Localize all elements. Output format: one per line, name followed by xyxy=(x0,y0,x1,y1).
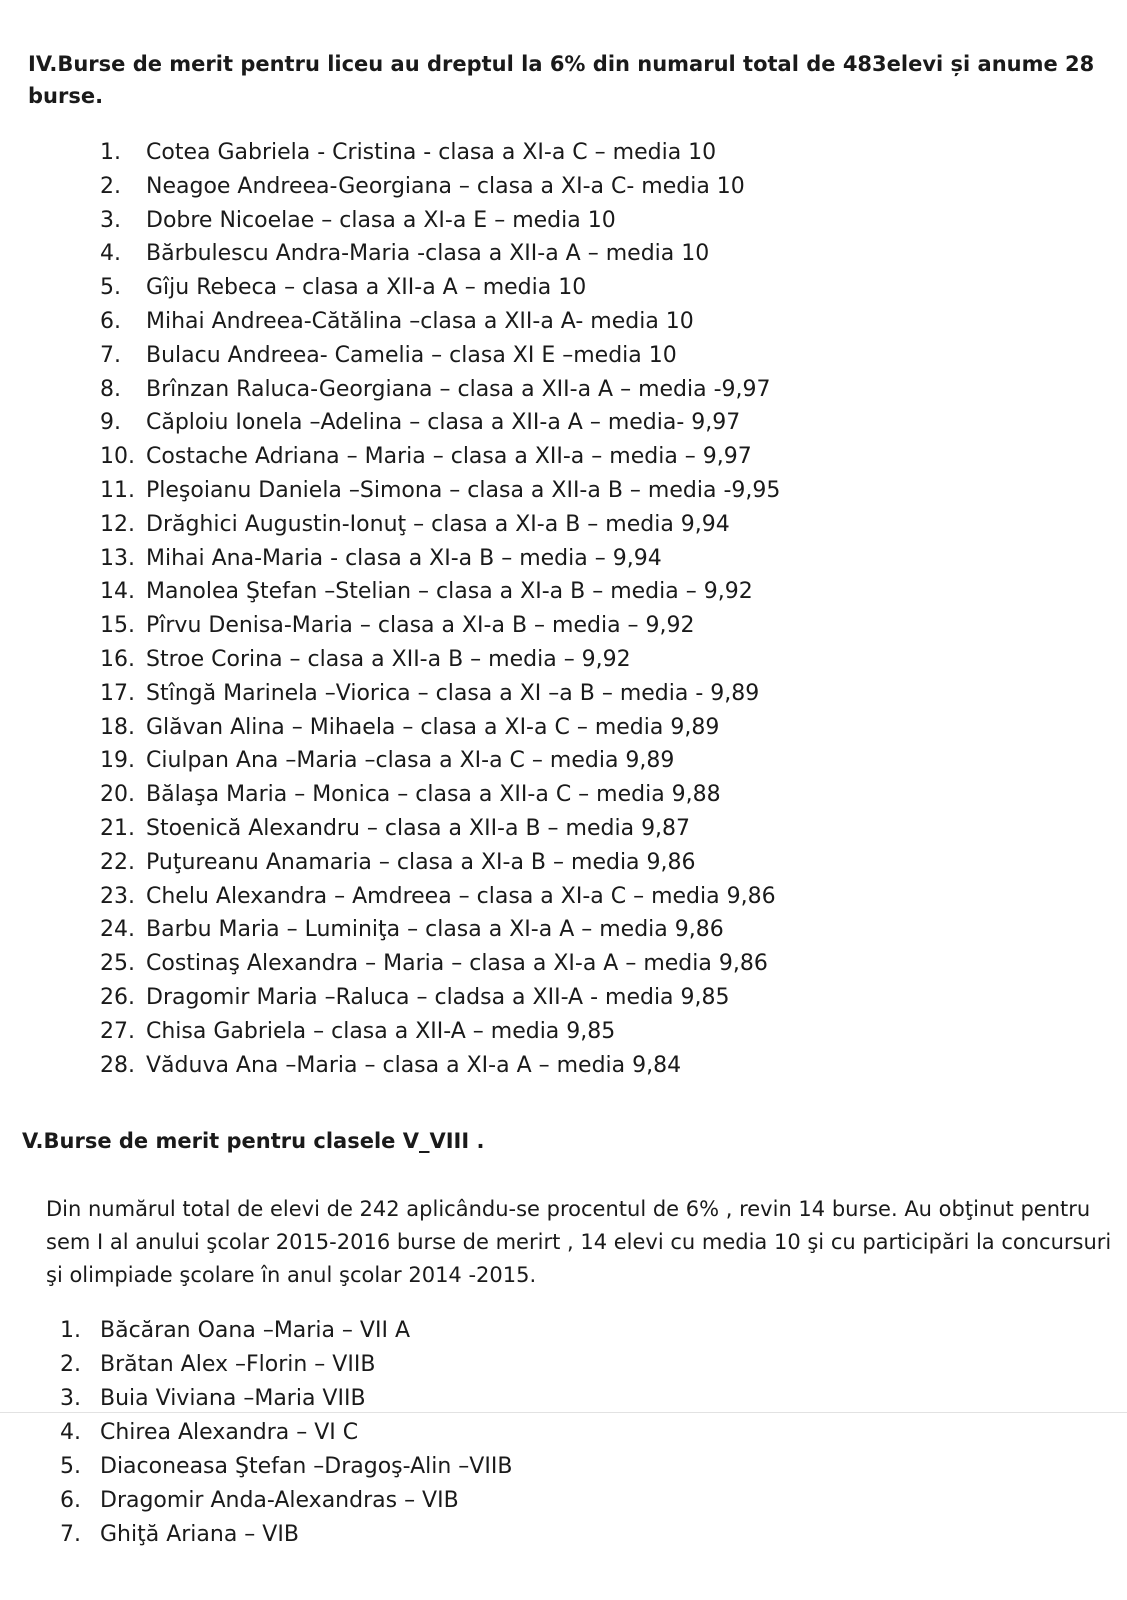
item-text: Căploiu Ionela –Adelina – clasa a XII-a A – media- 9,97 xyxy=(146,410,741,436)
list-item xyxy=(100,1049,780,1083)
list-item xyxy=(100,609,780,643)
list-item xyxy=(100,508,780,542)
item-text: Dragomir Maria –Raluca – cladsa a XII-A - media 9,85 xyxy=(146,984,730,1010)
item-text: Bălaşa Maria – Monica – clasa a XII-a C – media 9,88 xyxy=(146,782,721,808)
item-number: 4. xyxy=(100,241,121,267)
item-text: Bulacu Andreea- Camelia – clasa XI E –media 10 xyxy=(146,342,677,368)
list-item xyxy=(100,237,780,271)
item-number: 11. xyxy=(100,477,135,503)
item-number: 12. xyxy=(100,511,135,537)
item-number: 14. xyxy=(100,579,135,605)
item-text: Dobre Nicoelae – clasa a XI-a E – media 10 xyxy=(146,207,616,233)
list-item xyxy=(100,1015,780,1049)
item-number: 25. xyxy=(100,951,135,977)
list-item xyxy=(60,1382,512,1416)
item-number: 3. xyxy=(100,207,121,233)
list-item xyxy=(100,575,780,609)
item-text: Ghiţă Ariana – VIB xyxy=(100,1522,299,1547)
item-number: 10. xyxy=(100,444,135,470)
item-number: 5. xyxy=(100,275,121,301)
list-item xyxy=(100,204,780,238)
item-text: Puţureanu Anamaria – clasa a XI-a B – media 9,86 xyxy=(146,849,696,875)
list-item xyxy=(100,812,780,846)
item-number: 19. xyxy=(100,748,135,774)
gimnaziu-scholarship-list xyxy=(60,1314,512,1552)
item-text: Buia Viviana –Maria VIIB xyxy=(100,1386,366,1411)
section-v-paragraph: Din numărul total de elevi de 242 aplicându-se procentul de 6% , revin 14 burse. Au obţinut pentru sem I al anului şcolar 2015-2016 burse de merirt , 14 elevi cu media 10 şi cu participări la concursuri şi olimpiade şcolare în anul şcolar 2014 -2015. xyxy=(46,1197,1112,1287)
item-number: 20. xyxy=(100,782,135,808)
list-item xyxy=(100,643,780,677)
item-number: 28. xyxy=(100,1052,135,1078)
list-item xyxy=(100,170,780,204)
item-text: Băcăran Oana –Maria – VII A xyxy=(100,1318,410,1343)
item-text: Dragomir Anda-Alexandras – VIB xyxy=(100,1488,459,1513)
list-item xyxy=(100,474,780,508)
list-item xyxy=(100,947,780,981)
item-text: Mihai Ana-Maria - clasa a XI-a B – media – 9,94 xyxy=(146,545,662,571)
item-number: 23. xyxy=(100,883,135,909)
list-item xyxy=(60,1450,512,1484)
item-text: Mihai Andreea-Cătălina –clasa a XII-a A- media 10 xyxy=(146,308,694,334)
item-number: 26. xyxy=(100,984,135,1010)
item-text: Pîrvu Denisa-Maria – clasa a XI-a B – media – 9,92 xyxy=(146,613,695,639)
item-text: Neagoe Andreea-Georgiana – clasa a XI-a C- media 10 xyxy=(146,173,745,199)
item-text: Manolea Ştefan –Stelian – clasa a XI-a B – media – 9,92 xyxy=(146,579,753,605)
list-item xyxy=(100,778,780,812)
item-text: Brînzan Raluca-Georgiana – clasa a XII-a A – media -9,97 xyxy=(146,376,771,402)
item-number: 22. xyxy=(100,849,135,875)
item-text: Costache Adriana – Maria – clasa a XII-a – media – 9,97 xyxy=(146,444,752,470)
item-text: Gîju Rebeca – clasa a XII-a A – media 10 xyxy=(146,275,587,301)
item-number: 6. xyxy=(60,1488,81,1513)
section-v-heading: V.Burse de merit pentru clasele V_VIII . xyxy=(22,1129,485,1153)
item-number: 13. xyxy=(100,545,135,571)
section-iv-heading: IV.Burse de merit pentru liceu au dreptul la 6% din numarul total de 483elevi și anume 28 burse. xyxy=(28,52,1095,108)
list-item xyxy=(100,440,780,474)
item-number: 24. xyxy=(100,917,135,943)
list-item xyxy=(100,136,780,170)
item-number: 17. xyxy=(100,680,135,706)
list-item xyxy=(100,339,780,373)
liceu-scholarship-list xyxy=(100,136,780,1082)
item-text: Brătan Alex –Florin – VIIB xyxy=(100,1352,376,1377)
item-text: Cotea Gabriela - Cristina - clasa a XI-a C – media 10 xyxy=(146,140,717,165)
item-text: Diaconeasa Ştefan –Dragoş-Alin –VIIB xyxy=(100,1454,513,1479)
item-text: Drăghici Augustin-Ionuţ – clasa a XI-a B – media 9,94 xyxy=(146,511,730,537)
item-number: 1. xyxy=(100,140,121,165)
list-item xyxy=(100,711,780,745)
list-item xyxy=(60,1416,512,1450)
item-text: Bărbulescu Andra-Maria -clasa a XII-a A – media 10 xyxy=(146,241,710,267)
list-item xyxy=(100,880,780,914)
item-text: Costinaş Alexandra – Maria – clasa a XI-a A – media 9,86 xyxy=(146,951,768,977)
list-item xyxy=(100,913,780,947)
item-number: 1. xyxy=(60,1318,81,1343)
item-text: Stoenică Alexandru – clasa a XII-a B – media 9,87 xyxy=(146,815,691,841)
item-number: 4. xyxy=(60,1420,81,1445)
list-item xyxy=(100,271,780,305)
item-text: Pleşoianu Daniela –Simona – clasa a XII-a B – media -9,95 xyxy=(146,477,781,503)
item-number: 16. xyxy=(100,646,135,672)
item-number: 2. xyxy=(100,173,121,199)
list-item xyxy=(60,1518,512,1552)
item-text: Stroe Corina – clasa a XII-a B – media – 9,92 xyxy=(146,646,631,672)
item-number: 6. xyxy=(100,308,121,334)
item-number: 8. xyxy=(100,376,121,402)
list-item xyxy=(60,1484,512,1518)
list-item xyxy=(100,744,780,778)
item-number: 18. xyxy=(100,714,135,740)
item-number: 5. xyxy=(60,1454,81,1479)
list-item xyxy=(100,542,780,576)
item-text: Văduva Ana –Maria – clasa a XI-a A – media 9,84 xyxy=(146,1052,682,1078)
list-item xyxy=(100,846,780,880)
item-number: 7. xyxy=(60,1522,81,1547)
item-number: 15. xyxy=(100,613,135,639)
item-text: Barbu Maria – Luminiţa – clasa a XI-a A – media 9,86 xyxy=(146,917,724,943)
list-item xyxy=(60,1348,512,1382)
list-item xyxy=(100,373,780,407)
item-text: Chelu Alexandra – Amdreea – clasa a XI-a C – media 9,86 xyxy=(146,883,776,909)
item-text: Glăvan Alina – Mihaela – clasa a XI-a C – media 9,89 xyxy=(146,714,720,740)
item-number: 2. xyxy=(60,1352,81,1377)
list-item xyxy=(100,305,780,339)
item-text: Chirea Alexandra – VI C xyxy=(100,1420,359,1445)
list-item xyxy=(100,981,780,1015)
item-number: 21. xyxy=(100,815,135,841)
item-text: Stîngă Marinela –Viorica – clasa a XI –a B – media - 9,89 xyxy=(146,680,760,706)
list-item xyxy=(100,406,780,440)
item-text: Chisa Gabriela – clasa a XII-A – media 9,85 xyxy=(146,1018,616,1044)
item-number: 3. xyxy=(60,1386,81,1411)
item-number: 9. xyxy=(100,410,121,436)
item-number: 27. xyxy=(100,1018,135,1044)
scan-artifact-line xyxy=(0,1412,1127,1413)
list-item xyxy=(60,1314,512,1348)
item-number: 7. xyxy=(100,342,121,368)
list-item xyxy=(100,677,780,711)
item-text: Ciulpan Ana –Maria –clasa a XI-a C – media 9,89 xyxy=(146,748,675,774)
